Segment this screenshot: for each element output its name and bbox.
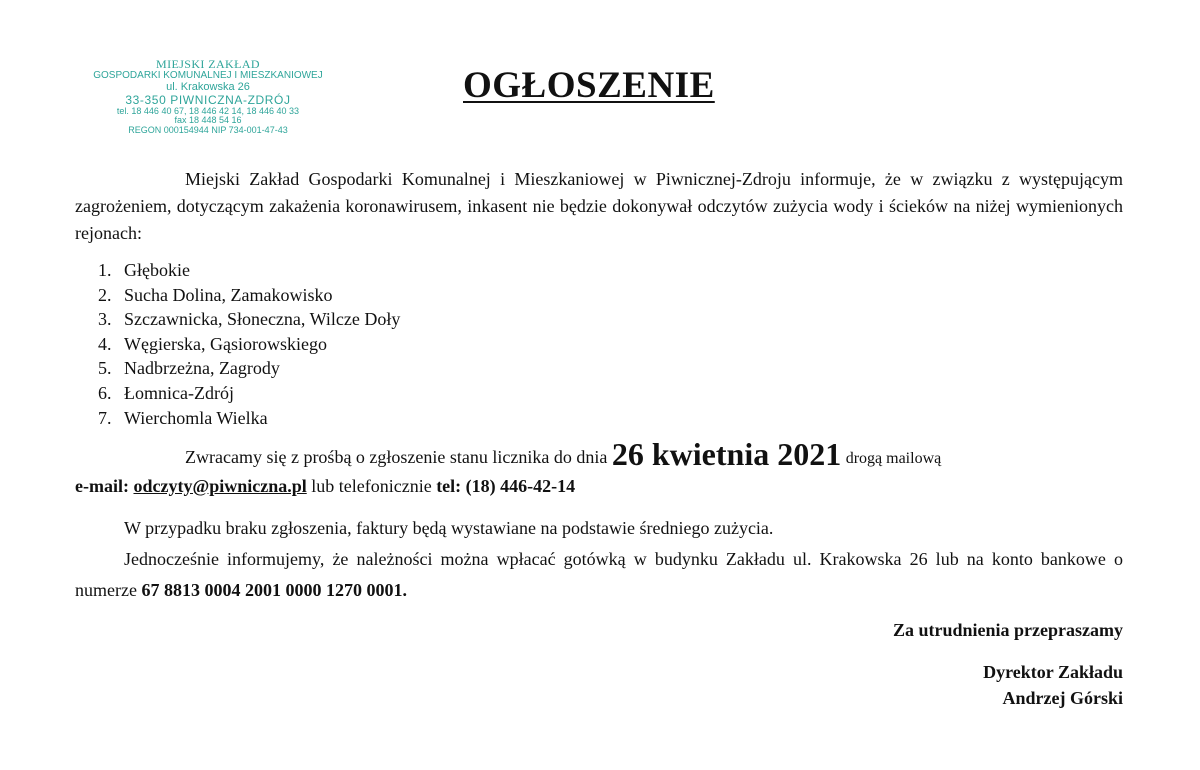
region-name: Łomnica-Zdrój xyxy=(124,382,234,403)
region-name: Nadbrzeżna, Zagrody xyxy=(124,358,280,379)
contact-line xyxy=(75,476,575,497)
company-stamp xyxy=(88,58,328,136)
list-item xyxy=(98,356,400,381)
stamp-line: REGON 000154944 NIP 734-001-47-43 xyxy=(128,125,288,136)
list-number: 6. xyxy=(98,382,112,403)
list-number: 4. xyxy=(98,333,112,354)
list-number: 5. xyxy=(98,358,112,379)
regions-list xyxy=(98,258,400,430)
list-item xyxy=(98,332,400,357)
stamp-line: ul. Krakowska 26 xyxy=(166,80,250,93)
stamp-line: 33-350 PIWNICZNA-ZDRÓJ xyxy=(125,92,291,107)
email-label: e-mail: xyxy=(75,476,129,496)
payment-paragraph xyxy=(75,544,1123,606)
list-item xyxy=(98,381,400,406)
list-item xyxy=(98,283,400,308)
list-number: 2. xyxy=(98,284,112,305)
request-paragraph xyxy=(185,436,941,473)
invoice-note: W przypadku braku zgłoszenia, faktury będą wystawiane na podstawie średniego zużycia. xyxy=(124,518,774,538)
document-title: OGŁOSZENIE xyxy=(463,65,715,106)
list-item xyxy=(98,307,400,332)
region-name: Głębokie xyxy=(124,260,190,280)
list-item xyxy=(98,406,400,431)
request-channel: drogą mailową xyxy=(845,450,942,467)
phone-number: tel: (18) 446-42-14 xyxy=(436,476,576,496)
stamp-line: tel. 18 446 40 67, 18 446 42 14, 18 446 40 33 xyxy=(116,105,300,116)
stamp-line: GOSPODARKI KOMUNALNEJ I MIESZKANIOWEJ xyxy=(93,69,323,81)
region-name: Sucha Dolina, Zamakowisko xyxy=(124,284,333,305)
list-number: 1. xyxy=(98,260,112,280)
region-name: Wierchomla Wielka xyxy=(124,407,268,428)
intro-paragraph: Miejski Zakład Gospodarki Komunalnej i Mieszkaniowej w Piwnicznej-Zdroju informuje, że w związku z występującym zagrożeniem, dotyczącym zakażenia koronawirusem, inkasent nie będzie dokonywał odczytów zużycia wody i ścieków na niżej wymienionych rejonach: xyxy=(75,169,1123,243)
email-link[interactable]: odczyty@piwniczna.pl xyxy=(133,476,307,496)
deadline-date: 26 kwietnia 2021 xyxy=(611,436,842,472)
payment-text: Jednocześnie informujemy, że należności można wpłacać gotówką w budynku Zakładu ul. Krakowska 26 lub na konto bankowe o numerze xyxy=(75,549,1123,600)
region-name: Szczawnicka, Słoneczna, Wilcze Doły xyxy=(124,309,401,330)
bank-account-number: 67 8813 0004 2001 0000 1270 0001. xyxy=(141,580,407,600)
apology-text: Za utrudnienia przepraszamy xyxy=(892,620,1123,640)
phone-prefix: lub telefonicznie xyxy=(311,476,432,496)
list-item xyxy=(98,258,400,283)
request-text: Zwracamy się z prośbą o zgłoszenie stanu licznika do dnia xyxy=(185,447,608,467)
stamp-line: fax 18 448 54 16 xyxy=(174,115,242,126)
list-number: 3. xyxy=(98,309,112,330)
list-number: 7. xyxy=(98,407,112,428)
stamp-line: MIEJSKI ZAKŁAD xyxy=(156,57,260,71)
signature-role: Dyrektor Zakładu xyxy=(983,662,1123,682)
signature-name: Andrzej Górski xyxy=(1002,688,1123,708)
region-name: Węgierska, Gąsiorowskiego xyxy=(124,333,327,354)
